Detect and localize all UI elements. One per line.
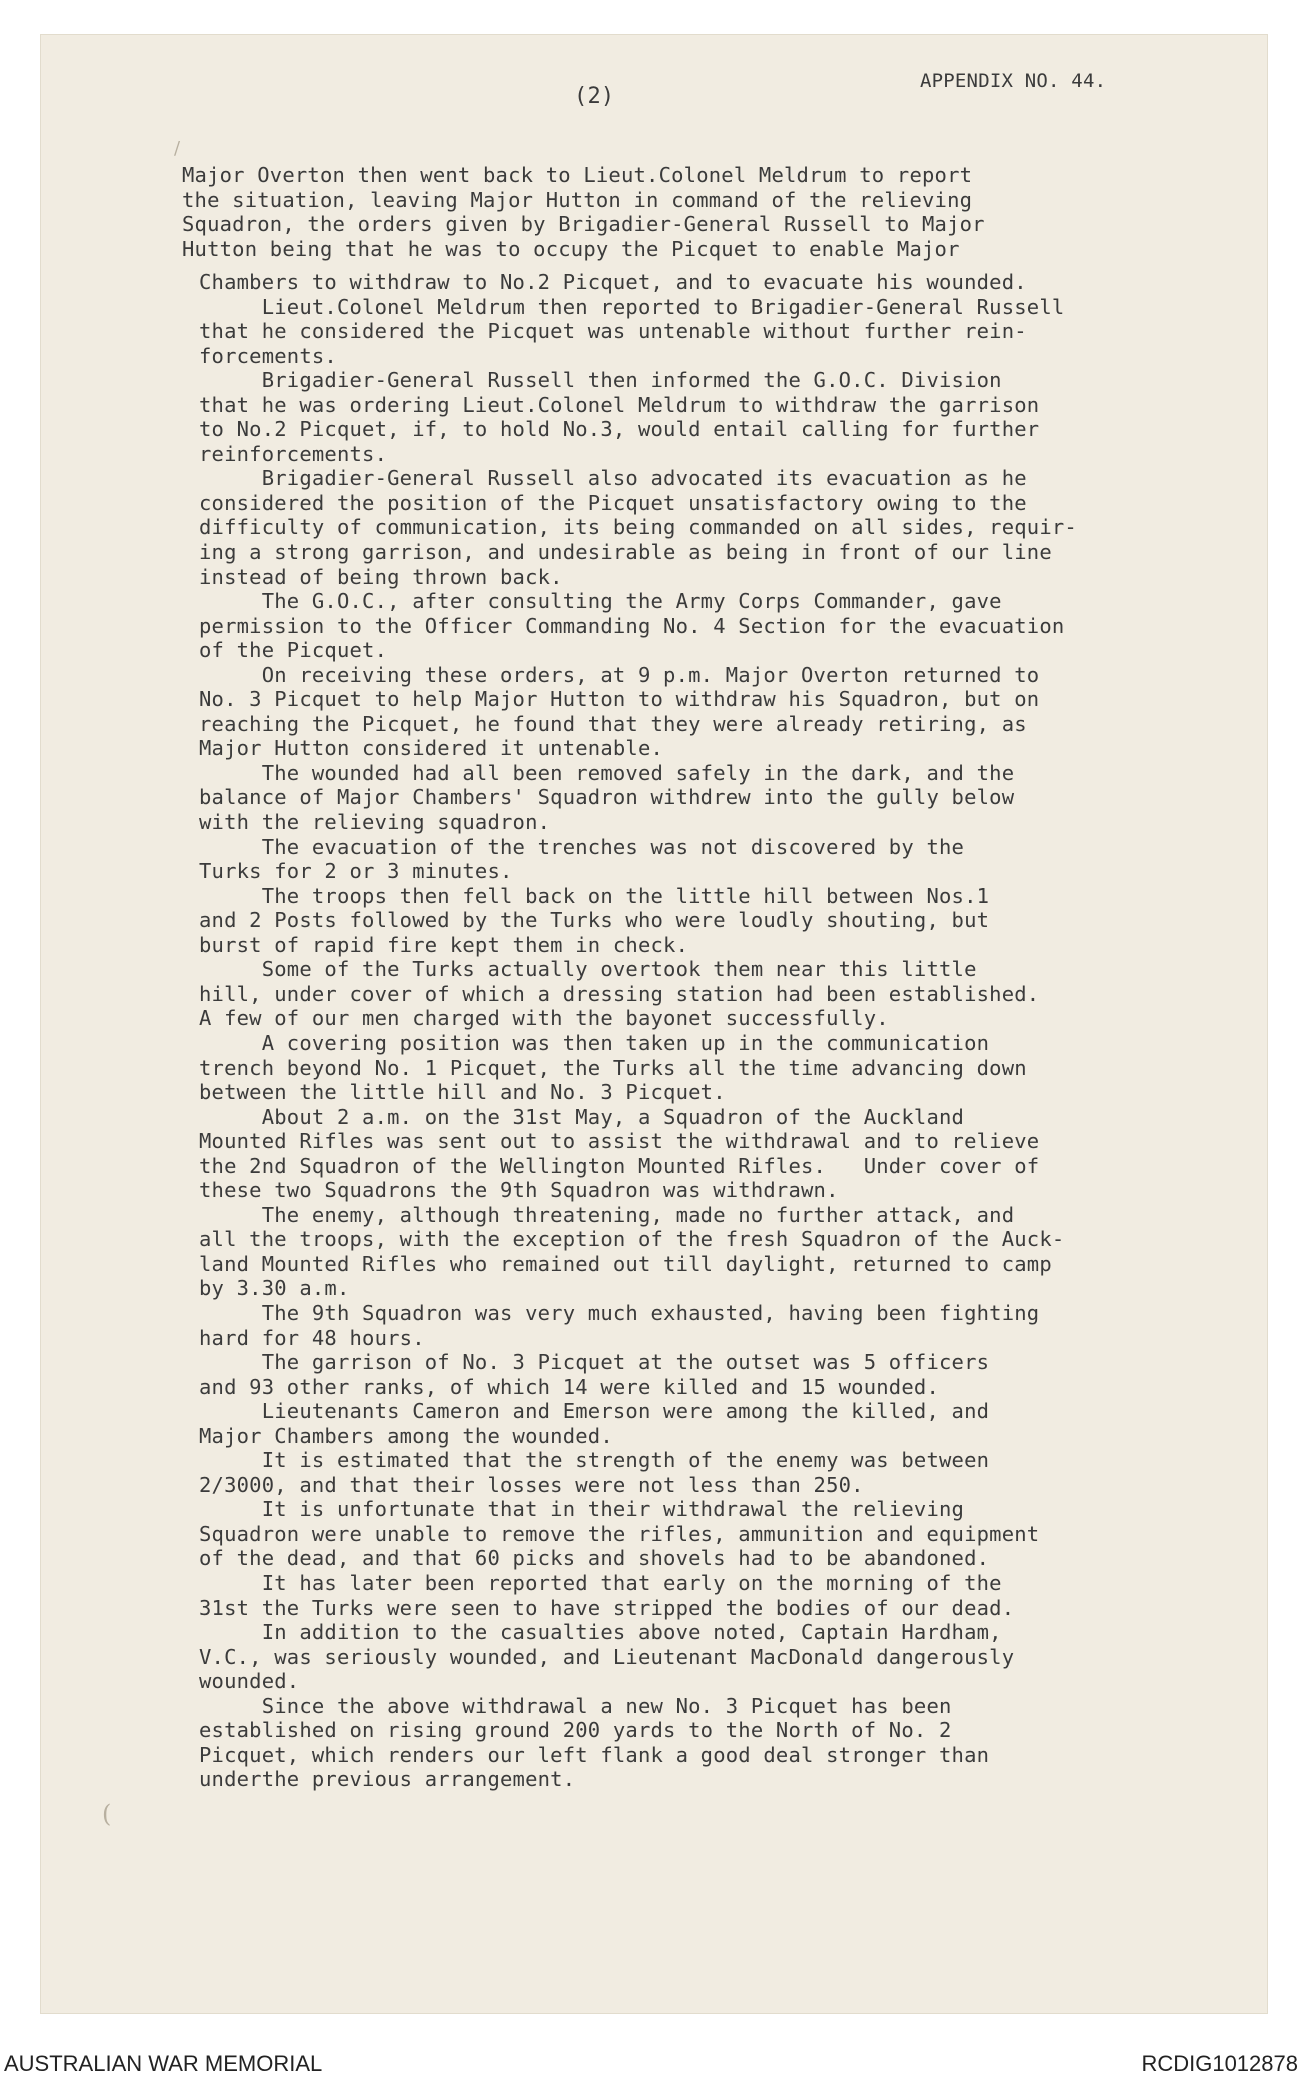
archive-credit: AUSTRALIAN WAR MEMORIAL <box>4 2051 323 2076</box>
report-body-text: Chambers to withdraw to No.2 Picquet, and to evacuate his wounded. Lieut.Colonel Meldrum then reported to Brigadier-General Russell that he considered the Picquet was untenable without further rein- forcements. Brigadier-General Russell then informed the G.O.C. Division that he was ordering Lieut.Colonel Meldrum to withdraw the garrison to No.2 Picquet, if, to hold No.3, would entail calling for further reinforcements. Brigadier-General Russell also advocated its evacuation as he considered the position of the Picquet unsatisfactory owing to the difficulty of communication, its being commanded on all sides, requir- ing a strong garrison, and undesirable as being in front of our line instead of being thrown back. The G.O.C., after consulting the Army Corps Commander, gave permission to the Officer Commanding No. 4 Section for the evacuation of the Picquet. On receiving these orders, at 9 p.m. Major Overton returned to No. 3 Picquet to help Major Hutton to withdraw his Squadron, but on reaching the Picquet, he found that they were already retiring, as Major Hutton considered it untenable. The wounded had all been removed safely in the dark, and the balance of Major Chambers' Squadron withdrew into the gully below with the relieving squadron. The evacuation of the trenches was not discovered by the Turks for 2 or 3 minutes. The troops then fell back on the little hill between Nos.1 and 2 Posts followed by the Turks who were loudly shouting, but burst of rapid fire kept them in check. Some of the Turks actually overtook them near this little hill, under cover of which a dressing station had been established. A few of our men charged with the bayonet successfully. A covering position was then taken up in the communication trench beyond No. 1 Picquet, the Turks all the time advancing down between the little hill and No. 3 Picquet. About 2 a.m. on the 31st May, a Squadron of the Auckland Mounted Rifles was sent out to assist the withdrawal and to relieve the 2nd Squadron of the Wellington Mounted Rifles. Under cover of these two Squadrons the 9th Squadron was withdrawn. The enemy, although threatening, made no further attack, and all the troops, with the exception of the fresh Squadron of the Auck- land Mounted Rifles who remained out till daylight, returned to camp by 3.30 a.m. The 9th Squadron was very much exhausted, having been fighting hard for 48 hours. The garrison of No. 3 Picquet at the outset was 5 officers and 93 other ranks, of which 14 were killed and 15 wounded. Lieutenants Cameron and Emerson were among the killed, and Major Chambers among the wounded. It is estimated that the strength of the enemy was between 2/3000, and that their losses were not less than 250. It is unfortunate that in their withdrawal the relieving Squadron were unable to remove the rifles, ammunition and equipment of the dead, and that 60 picks and shovels had to be abandoned. It has later been reported that early on the morning of the 31st the Turks were seen to have stripped the bodies of our dead. In addition to the casualties above noted, Captain Hardham, V.C., was seriously wounded, and Lieutenant MacDonald dangerously wounded. Since the above withdrawal a new No. 3 Picquet has been established on rising ground 200 yards to the North of No. 2 Picquet, which renders our left flank a good deal stronger than underthe previous arrangement. <box>199 270 1077 1792</box>
appendix-heading: APPENDIX NO. 44. <box>920 70 1107 92</box>
archive-reference-id: RCDIG1012878 <box>1141 2051 1298 2076</box>
opening-paragraph: Major Overton then went back to Lieut.Colonel Meldrum to report the situation, leaving Major Hutton in command of the relieving Squadron, the orders given by Brigadier-General Russell to Major Hutton being that he was to occupy the Picquet to enable Major <box>182 163 985 261</box>
page-number: (2) <box>574 84 615 109</box>
pencil-margin-mark: ( <box>102 1800 112 1828</box>
pencil-tick-mark: / <box>174 138 181 159</box>
